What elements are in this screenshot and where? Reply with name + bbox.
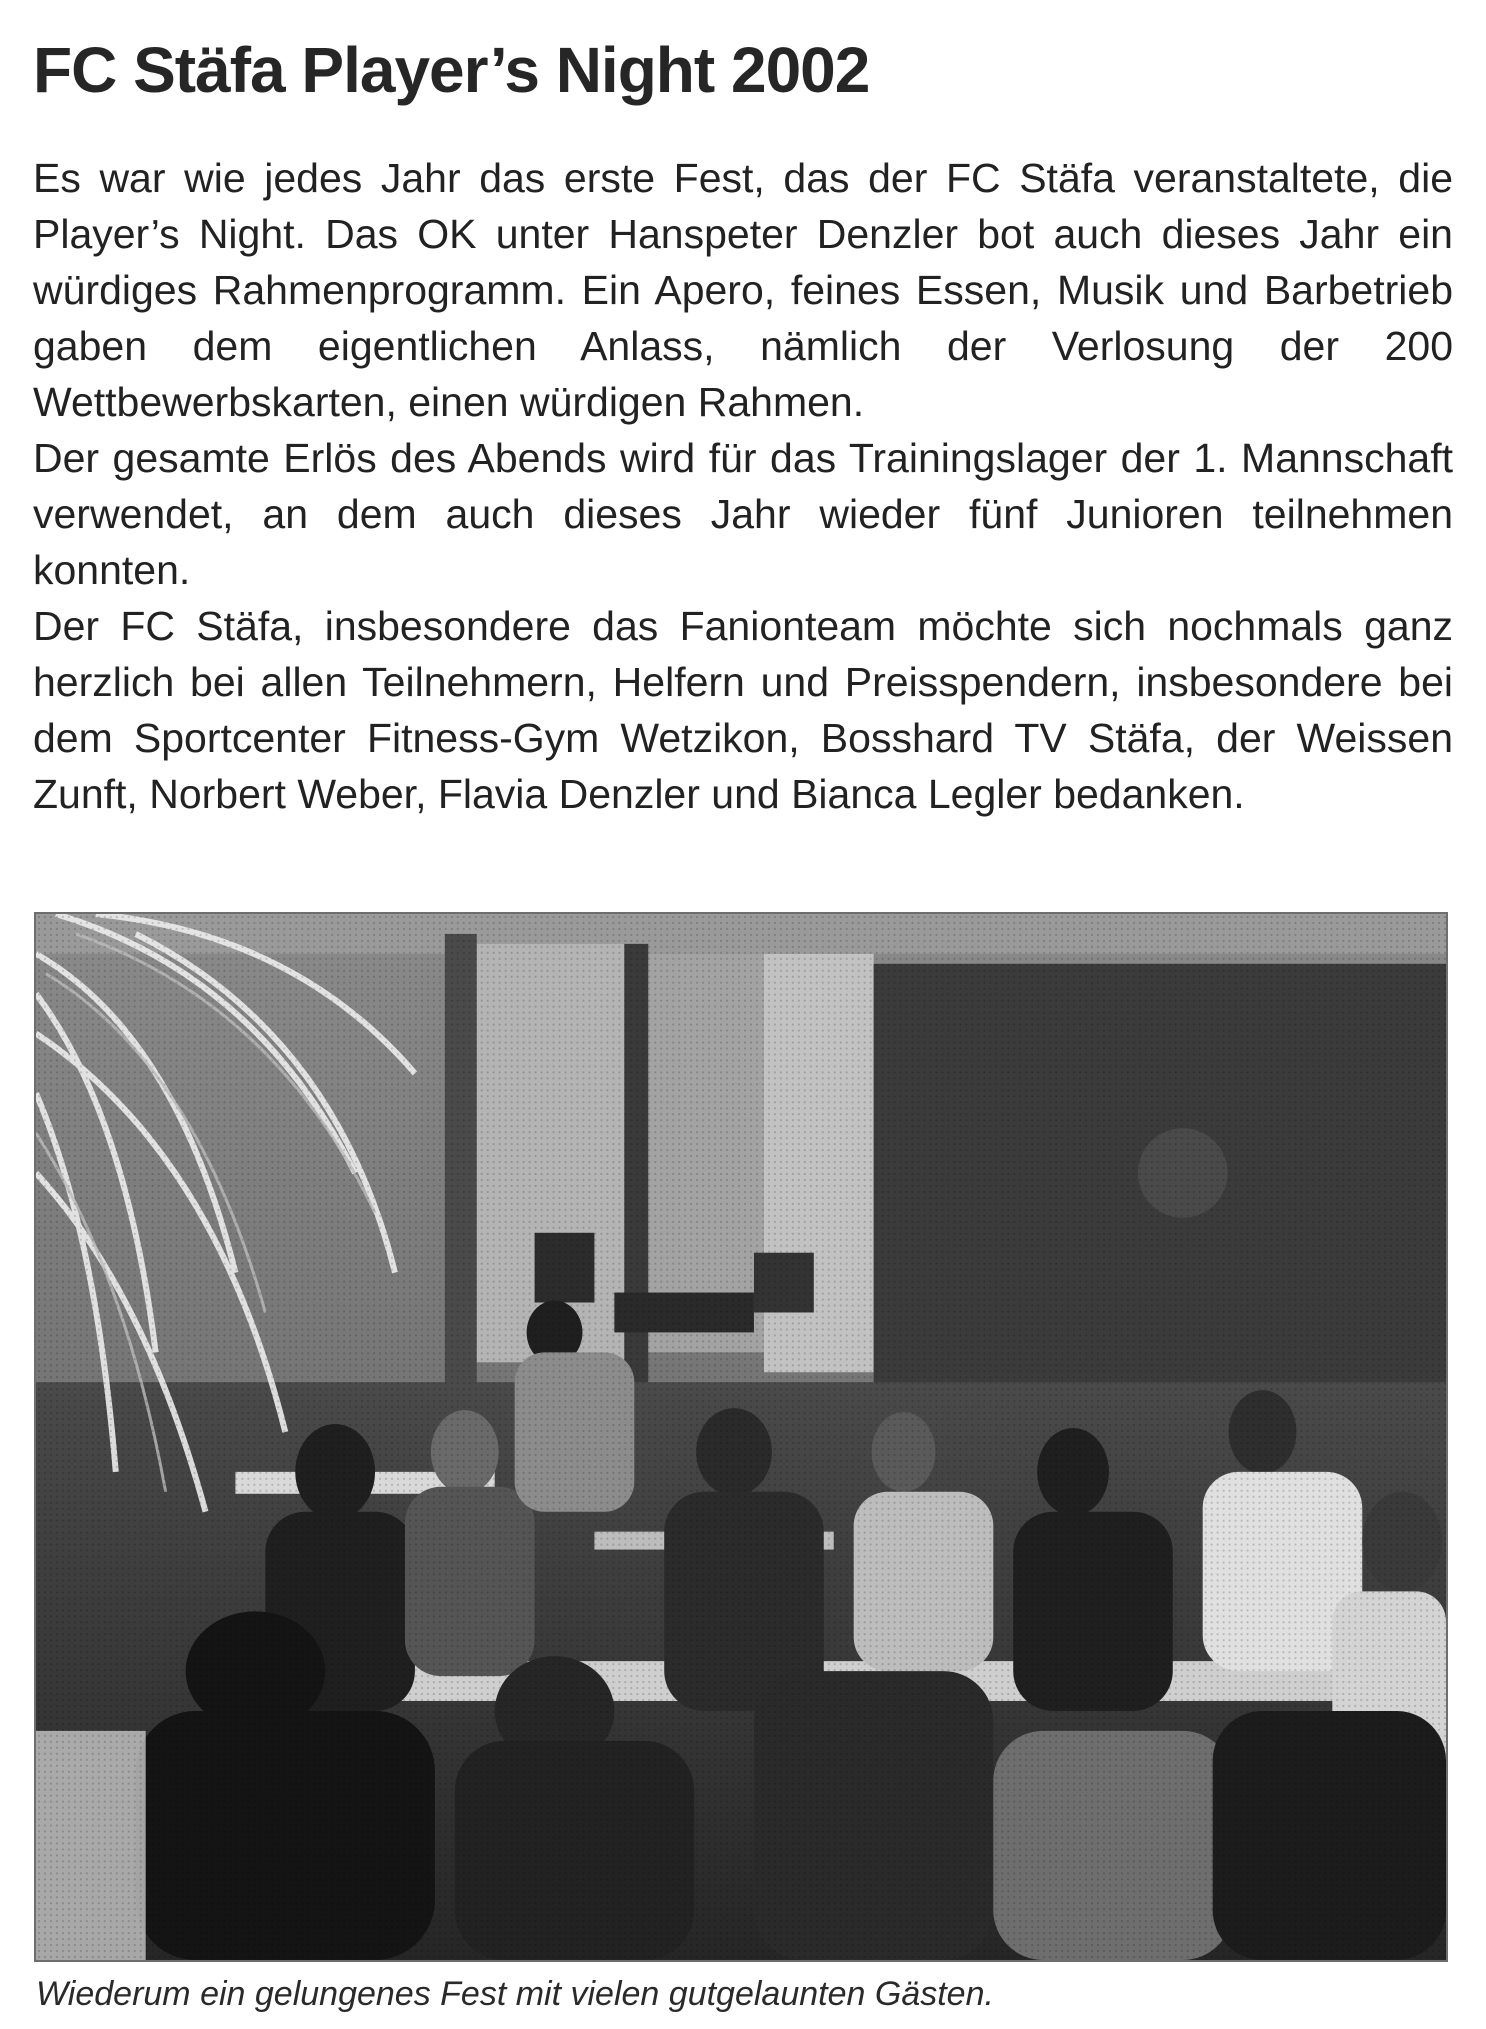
photo-caption: Wiederum ein gelungenes Fest mit vielen gutgelaunten Gästen. (36, 1975, 994, 2013)
paragraph-2: Der gesamte Erlös des Abends wird für das Trainingslager der 1. Mannschaft verwendet, an dem auch dieses Jahr wieder fünf Junioren teilnehmen konnten. (33, 435, 1453, 593)
party-hall-photo (34, 912, 1448, 1962)
paragraph-1: Es war wie jedes Jahr das erste Fest, das der FC Stäfa veranstaltete, die Player’s Night. Das OK unter Hanspeter Denzler bot auch dieses Jahr ein würdiges Rahmenprogramm. Ein Apero, feines Essen, Musik und Barbetrieb gaben dem eigentlichen Anlass, nämlich der Verlosung der 200 Wettbewerbskarten, einen würdigen Rahmen. (33, 155, 1453, 425)
article-title: FC Stäfa Player’s Night 2002 (33, 34, 870, 106)
party-photo-illustration (36, 914, 1446, 1960)
article-body (33, 150, 1453, 822)
paragraph-3: Der FC Stäfa, insbesondere das Fanionteam möchte sich nochmals ganz herzlich bei allen Teilnehmern, Helfern und Preisspendern, insbesondere bei dem Sportcenter Fitness-Gym Wetzikon, Bosshard TV Stäfa, der Weissen Zunft, Norbert Weber, Flavia Denzler und Bianca Legler bedanken. (33, 603, 1453, 817)
